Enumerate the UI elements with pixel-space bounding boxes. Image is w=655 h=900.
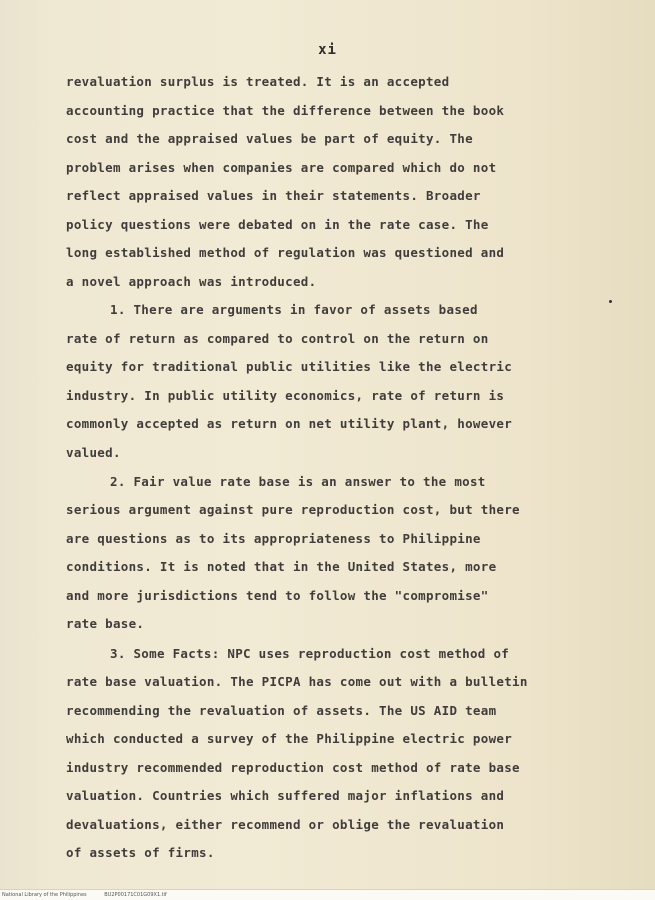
text-line: serious argument against pure reproduction cost, but there	[66, 502, 520, 517]
text-line: which conducted a survey of the Philippine electric power	[66, 731, 513, 746]
text-line: 1. There are arguments in favor of assets based	[110, 302, 478, 317]
scan-footer	[0, 889, 655, 900]
text-line: commonly accepted as return on net utility plant, however	[66, 416, 513, 431]
text-line: rate of return as compared to control on the return on	[66, 331, 489, 346]
text-line: accounting practice that the difference between the book	[66, 103, 505, 118]
text-line: problem arises when companies are compared which do not	[66, 160, 497, 175]
text-line: industry recommended reproduction cost method of rate base	[66, 760, 520, 775]
text-line: of assets of firms.	[66, 845, 215, 860]
text-line: policy questions were debated on in the rate case. The	[66, 217, 489, 232]
text-line: rate base.	[66, 616, 145, 631]
text-line: valuation. Countries which suffered major inflations and	[66, 788, 505, 803]
text-line: valued.	[66, 445, 121, 460]
footer-code: BU2P00171C01G09X1.tif	[104, 892, 167, 898]
text-line: reflect appraised values in their statements. Broader	[66, 188, 481, 203]
text-line: revaluation surplus is treated. It is an accepted	[66, 74, 450, 89]
text-line: cost and the appraised values be part of equity. The	[66, 131, 473, 146]
page-number: xi	[318, 42, 337, 58]
text-line: rate base valuation. The PICPA has come out with a bulletin	[66, 674, 528, 689]
text-line: conditions. It is noted that in the United States, more	[66, 559, 497, 574]
text-line: and more jurisdictions tend to follow the "compromise"	[66, 588, 489, 603]
text-line: long established method of regulation was questioned and	[66, 245, 505, 260]
footer-institution: National Library of the Philippines	[2, 892, 87, 898]
text-line: are questions as to its appropriateness to Philippine	[66, 531, 481, 546]
ink-dot	[609, 300, 612, 303]
text-line: devaluations, either recommend or oblige the revaluation	[66, 817, 505, 832]
text-line: 2. Fair value rate base is an answer to the most	[110, 474, 486, 489]
text-line: recommending the revaluation of assets. The US AID team	[66, 703, 497, 718]
text-line: 3. Some Facts: NPC uses reproduction cost method of	[110, 646, 510, 661]
text-line: equity for traditional public utilities like the electric	[66, 359, 513, 374]
text-line: industry. In public utility economics, rate of return is	[66, 388, 505, 403]
text-line: a novel approach was introduced.	[66, 274, 317, 289]
